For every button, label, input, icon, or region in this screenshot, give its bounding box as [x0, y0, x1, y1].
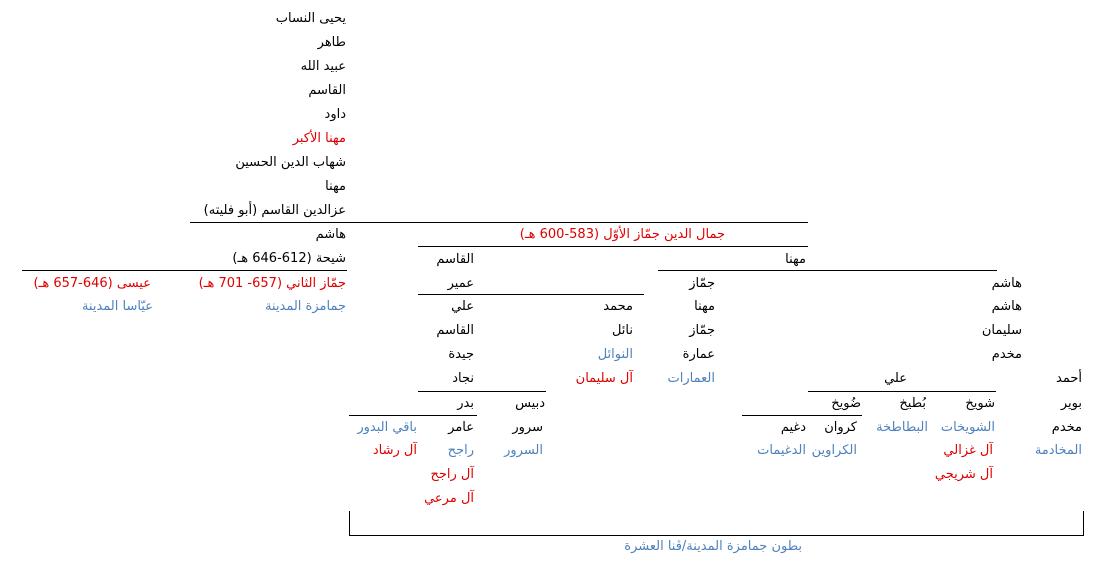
surur: سرور — [512, 420, 543, 435]
makhadima-clan: المخادمة — [1034, 443, 1082, 458]
branch-qasim-3: القاسم — [436, 323, 474, 338]
lineage-shihab-husain: شهاب الدين الحسين — [235, 155, 346, 170]
jammaz-i: جمال الدين جمّاز الأوّل (583-600 هـ) — [519, 227, 725, 242]
bracket-left — [349, 511, 350, 536]
lineage-dawud: داود — [324, 107, 346, 122]
lineage-muhanna-akbar: مهنا الأكبر — [292, 131, 346, 146]
karawin-clan: الكراوين — [811, 443, 857, 458]
branch-jammaz-1: مهنا — [694, 299, 715, 314]
line-ali-sons — [808, 391, 996, 392]
line-jammaz-sons — [418, 246, 808, 247]
branch-qasim-1: عمير — [447, 276, 474, 291]
duwaykh: ضُويخ — [831, 396, 861, 411]
nail: نائل — [611, 323, 633, 338]
line-shiha-sons — [22, 270, 347, 271]
line-hashim-jammaz — [190, 222, 808, 223]
branch-qasim-5: نجاد — [452, 371, 474, 386]
al-rashad: آل رشاد — [372, 443, 417, 458]
badr: بدر — [457, 396, 474, 411]
footer-caption: بطون جمامزة المدينة/ڤنا العشرة — [624, 539, 802, 554]
lineage-izzaldin-qasim: عزالدين القاسم (أبو فليته) — [203, 203, 346, 218]
mikhdam: مخدم — [1051, 420, 1082, 435]
amarat-clan: العمارات — [667, 371, 715, 386]
karwan: كروان — [824, 420, 857, 435]
batatikha-clan: البطاطخة — [876, 420, 928, 435]
surur-clan: السرور — [504, 443, 543, 458]
branch-hashim-3: مخدم — [991, 347, 1022, 362]
jammaz-ii: جمّاز الثاني (657- 701 هـ) — [198, 276, 346, 291]
branch-jammaz-2: جمّاز — [689, 323, 715, 338]
line-badr-sons — [349, 415, 477, 416]
dubais: دبيس — [515, 396, 545, 411]
ahmad: أحمد — [1056, 371, 1082, 386]
bracket-bottom — [349, 535, 1084, 536]
al-sulaiman: آل سليمان — [575, 371, 633, 386]
rajeh: راجح — [447, 443, 474, 458]
dughaym: دغيم — [780, 420, 806, 435]
dughaymat-clan: الدغيمات — [757, 443, 806, 458]
line-muhanna-sons — [658, 270, 997, 271]
shuwaykhat-clan: الشويخات — [940, 420, 995, 435]
shuwaykh: شويخ — [965, 396, 995, 411]
muhammad: محمد — [603, 299, 633, 314]
line-najjad-sons — [418, 391, 546, 392]
baqi-al-budur: باقي البدور — [357, 420, 417, 435]
lineage-muhanna: مهنا — [325, 179, 346, 194]
nawail-clan: النوائل — [597, 347, 633, 362]
amer: عامر — [448, 420, 474, 435]
bracket-right — [1083, 511, 1084, 536]
al-rajeh: آل راجح — [430, 467, 474, 482]
buwair: بوير — [1060, 396, 1082, 411]
al-ghazali: آل غزالي — [943, 443, 993, 458]
al-mari: آل مرعي — [424, 491, 474, 506]
branch-qasim-0: القاسم — [436, 252, 474, 267]
isa: عيسى (646-657 هـ) — [33, 276, 151, 291]
lineage-shiha: شيحة (612-646 هـ) — [232, 251, 346, 266]
branch-hashim-0: هاشم — [991, 276, 1022, 291]
branch-jammaz-0: جمّاز — [689, 276, 715, 291]
jamamiza-clan: جمامزة المدينة — [264, 299, 346, 314]
lineage-qasim: القاسم — [308, 83, 346, 98]
ayyasa-clan: عيّاسا المدينة — [81, 299, 153, 314]
lineage-yahya: يحيى النساب — [275, 11, 346, 26]
lineage-taher: طاهر — [317, 35, 346, 50]
line-umayr-sons — [418, 294, 644, 295]
branch-hashim-2: سليمان — [981, 323, 1022, 338]
muhanna-son: مهنا — [785, 252, 806, 267]
branch-qasim-2: علي — [451, 299, 474, 314]
lineage-hashim: هاشم — [315, 227, 346, 242]
branch-hashim-1: هاشم — [991, 299, 1022, 314]
butaykh: بُطيخ — [899, 396, 926, 411]
line-duwaykh-sons — [742, 415, 862, 416]
branch-qasim-4: جيدة — [448, 347, 474, 362]
ali: علي — [884, 371, 907, 386]
al-shariji: آل شريجي — [934, 467, 993, 482]
branch-jammaz-3: عمارة — [682, 347, 715, 362]
lineage-ubaydallah: عبيد الله — [300, 59, 346, 74]
